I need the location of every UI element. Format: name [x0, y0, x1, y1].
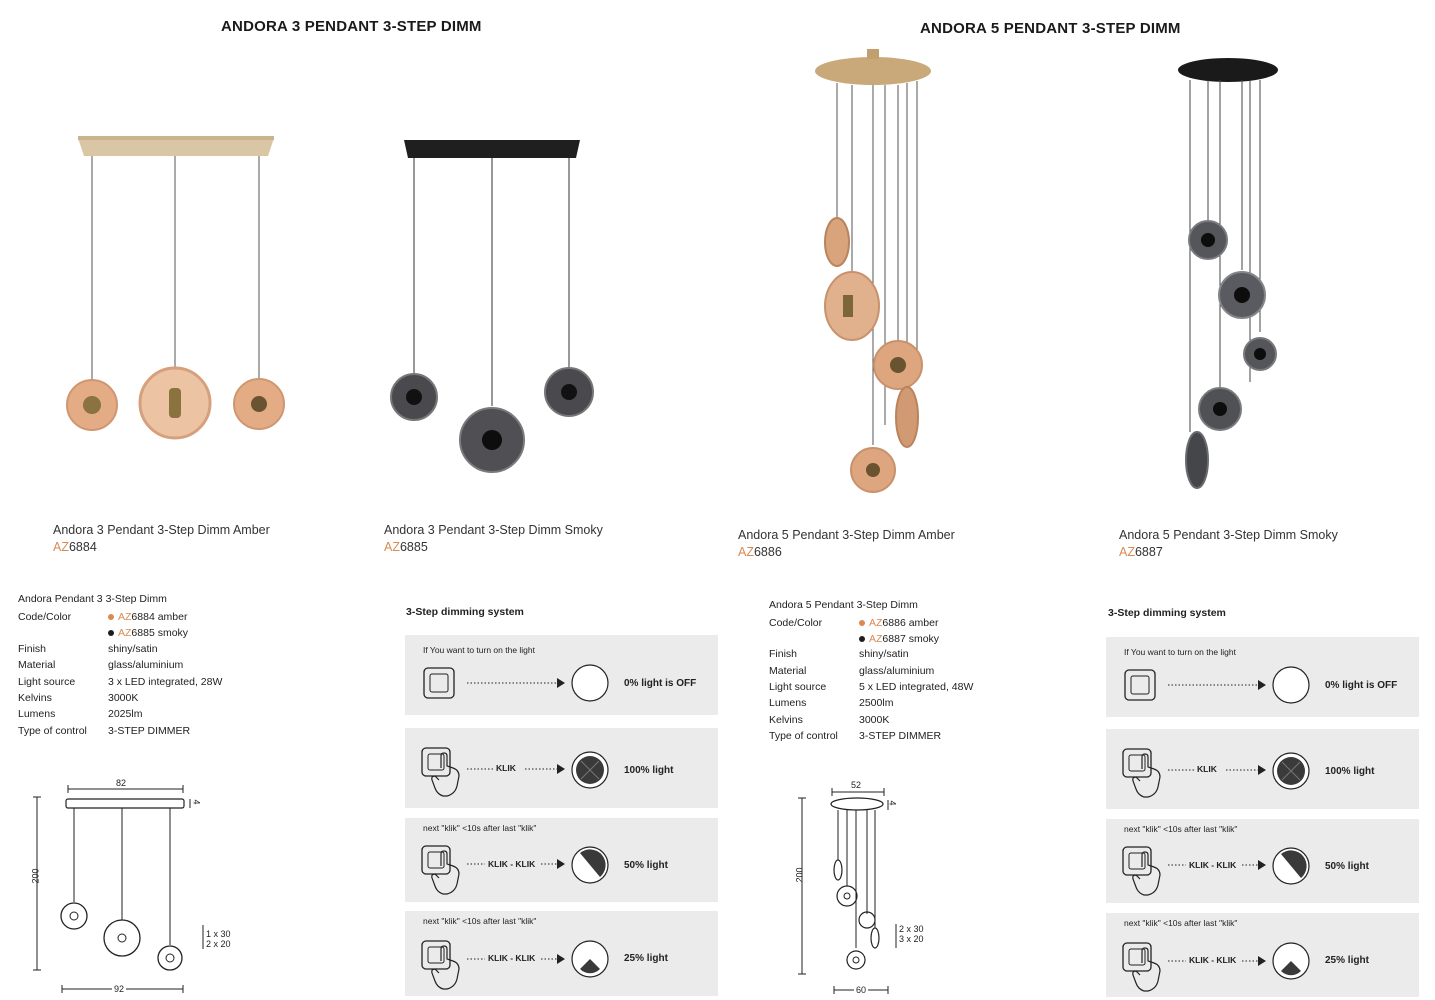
spec-code-smoky: AZ6885 smoky — [108, 627, 188, 639]
spec-value: glass/aluminium — [859, 665, 935, 677]
dim-sizes-1: 1 x 30 — [206, 929, 231, 939]
dimming-result: 25% light — [1325, 955, 1369, 966]
spec-code-amber: AZ6886 amber — [859, 617, 938, 629]
product-code-1: AZ6884 — [53, 540, 97, 554]
spec-label: Light source — [18, 676, 76, 688]
dimming-step-100-right — [1106, 729, 1419, 809]
product-code-4: AZ6887 — [1119, 545, 1163, 559]
dim-top: 4 — [191, 799, 202, 805]
spec-label: Material — [769, 665, 807, 677]
dimming-result: 0% light is OFF — [1325, 680, 1398, 691]
dimming-step-25-right — [1106, 913, 1419, 997]
spec-value: 3-STEP DIMMER — [859, 730, 942, 742]
dimming-note: next "klik" <10s after last "klik" — [1124, 918, 1238, 928]
dimming-step-25-left — [405, 911, 718, 996]
dimming-note: If You want to turn on the light — [1124, 647, 1236, 657]
product-image-andora-3-amber — [60, 130, 300, 450]
spec-title: Andora Pendant 3 3-Step Dimm — [18, 593, 167, 605]
dimming-step-100-left — [405, 728, 718, 808]
spec-value: shiny/satin — [859, 648, 909, 660]
product-code-2: AZ6885 — [384, 540, 428, 554]
spec-label: Type of control — [18, 725, 87, 737]
spec-code-smoky: AZ6887 smoky — [859, 633, 939, 645]
spec-label: Type of control — [769, 730, 838, 742]
spec-title: Andora 5 Pendant 3-Step Dimm — [769, 599, 918, 611]
dim-top: 4 — [887, 800, 898, 806]
spec-label-code: Code/Color — [18, 611, 72, 623]
dimming-klik: KLIK — [1197, 764, 1217, 774]
dimming-note: next "klik" <10s after last "klik" — [423, 823, 537, 833]
spec-value: 3-STEP DIMMER — [108, 725, 191, 737]
dimming-title-left: 3-Step dimming system — [406, 606, 524, 618]
dimming-result: 25% light — [624, 953, 668, 964]
spec-value: 5 x LED integrated, 48W — [859, 681, 974, 693]
spec-value: 2025lm — [108, 708, 143, 720]
dimming-result: 50% light — [1325, 861, 1369, 872]
spec-value: 3000K — [859, 714, 890, 726]
spec-value: 2500lm — [859, 697, 894, 709]
dimming-result: 100% light — [1325, 766, 1375, 777]
spec-value: 3 x LED integrated, 28W — [108, 676, 223, 688]
dimming-klik: KLIK - KLIK — [1189, 860, 1237, 870]
dim-sizes-2: 2 x 20 — [206, 939, 231, 949]
product-name-1: Andora 3 Pendant 3-Step Dimm Amber — [53, 523, 270, 537]
spec-label: Finish — [769, 648, 798, 660]
product-name-4: Andora 5 Pendant 3-Step Dimm Smoky — [1119, 528, 1338, 542]
spec-value: 3000K — [108, 692, 139, 704]
spec-label: Kelvins — [18, 692, 52, 704]
dimming-result: 0% light is OFF — [624, 678, 697, 689]
spec-table-andora-3 — [18, 593, 248, 743]
dimming-step-50-right — [1106, 819, 1419, 903]
spec-code-amber: AZ6884 amber — [108, 611, 187, 623]
spec-label-code: Code/Color — [769, 617, 823, 629]
dimension-drawing-andora-5 — [792, 778, 952, 1000]
dim-sizes-1: 2 x 30 — [899, 924, 924, 934]
dimming-klik: KLIK - KLIK — [488, 953, 536, 963]
product-image-andora-5-smoky — [1170, 52, 1290, 502]
spec-label: Finish — [18, 643, 47, 655]
product-name-2: Andora 3 Pendant 3-Step Dimm Smoky — [384, 523, 603, 537]
dimming-step-off-right — [1106, 637, 1419, 717]
section-title-andora-5: ANDORA 5 PENDANT 3-STEP DIMM — [920, 20, 1181, 37]
dimming-note: next "klik" <10s after last "klik" — [423, 916, 537, 926]
dimming-note: If You want to turn on the light — [423, 645, 535, 655]
product-image-andora-5-amber — [805, 45, 945, 505]
dim-sizes-2: 3 x 20 — [899, 934, 924, 944]
dimming-klik: KLIK - KLIK — [488, 859, 536, 869]
dimming-klik: KLIK — [496, 763, 516, 773]
dim-width: 52 — [851, 780, 862, 790]
dimming-note: next "klik" <10s after last "klik" — [1124, 824, 1238, 834]
dimming-result: 100% light — [624, 765, 674, 776]
spec-label: Material — [18, 659, 56, 671]
dimming-step-50-left — [405, 818, 718, 902]
product-name-3: Andora 5 Pendant 3-Step Dimm Amber — [738, 528, 955, 542]
spec-value: glass/aluminium — [108, 659, 184, 671]
spec-label: Light source — [769, 681, 827, 693]
dimension-drawing-andora-3 — [28, 775, 248, 1000]
spec-table-andora-5 — [769, 599, 999, 749]
dimming-title-right: 3-Step dimming system — [1108, 607, 1226, 619]
dimming-klik: KLIK - KLIK — [1189, 955, 1237, 965]
dim-height: 200 — [794, 867, 805, 883]
section-title-andora-3: ANDORA 3 PENDANT 3-STEP DIMM — [221, 18, 482, 35]
product-code-3: AZ6886 — [738, 545, 782, 559]
dim-length: 92 — [114, 984, 125, 994]
spec-value: shiny/satin — [108, 643, 158, 655]
spec-label: Lumens — [769, 697, 807, 709]
dim-length: 60 — [856, 985, 867, 995]
spec-label: Kelvins — [769, 714, 803, 726]
spec-label: Lumens — [18, 708, 56, 720]
dimming-result: 50% light — [624, 860, 668, 871]
dim-height: 200 — [30, 868, 41, 884]
dimming-step-off-left — [405, 635, 718, 715]
dim-width: 82 — [116, 778, 127, 788]
product-image-andora-3-smoky — [380, 130, 620, 480]
